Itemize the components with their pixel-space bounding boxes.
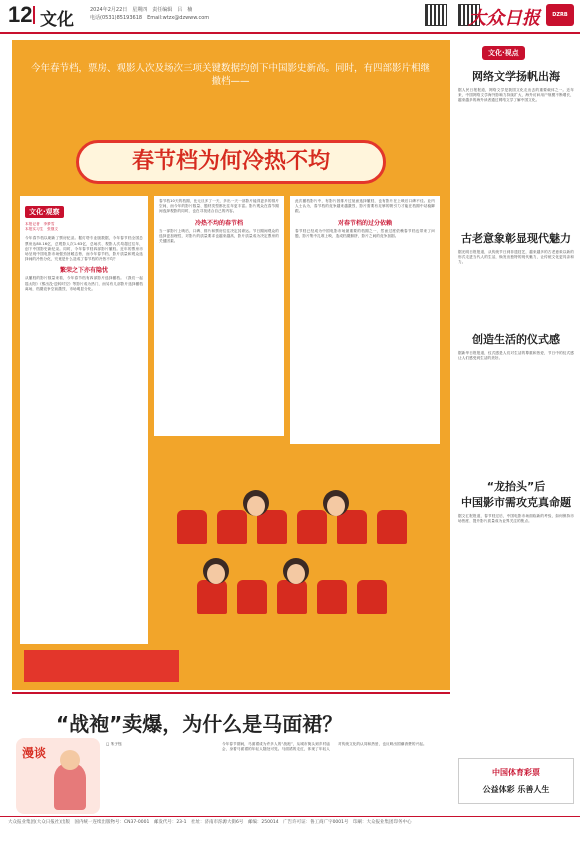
- logo-badge-icon: [546, 4, 574, 26]
- poster-intro: 今年春节档，票房、观影人次及场次三项关键数据均创下中国影史新高。同时，有四部影片相继撤档——: [30, 63, 430, 87]
- contact-info: 电话(0531)85193618 Email:wtzx@dzwww.com: [90, 15, 210, 21]
- subheading: 对春节档的过分依赖: [337, 219, 392, 227]
- byline: 本报记者 李梦雪 本报实习生 张继文: [25, 222, 59, 232]
- byline: □ 朱子钰: [106, 742, 122, 746]
- page-number: 12: [8, 2, 33, 27]
- sidebar-headline: 古老意象彰显现代魅力: [461, 231, 571, 245]
- paragraph: 春节档已经成为中国电影市场最重要的档期之一，然而过度依赖春节档也带来了问题，影片集中扎堆上映，造成档期拥挤，影片之间的竞争加剧。: [295, 228, 435, 238]
- sidebar-headline: 创造生活的仪式感: [472, 333, 560, 347]
- logo-badge-text: DZRB: [552, 12, 568, 18]
- paragraph: 当一部影片上映后，口碑、排片和票房往往决定其命运。节日期间观众的选择更加理性，对影片的质量要求也越来越高，影片质量成为决定票房的关键因素。: [159, 228, 279, 244]
- sidebar-paragraph: 据新华日报报道，仪式感是人们对生活的尊重和热爱，节日中的仪式感让人们感受到生活的美好。: [458, 351, 574, 361]
- article-column: [20, 196, 148, 644]
- sidebar-headline: “龙抬头”后 中国影市需攻克真命题: [461, 479, 571, 509]
- sidebar-paragraph: 据人民日报报道，网络文学是我国文化走出去的重要载体之一。近年来，中国网络文学海外影响力持续扩大，海外访问用户规模不断增长，越来越多的海外读者通过网络文学了解中国文化。: [458, 88, 574, 103]
- feature-poster: [12, 40, 450, 690]
- subheading: 繁荣之下亦有隐忧: [59, 267, 108, 275]
- poster-headline: 春节档为何冷热不均: [76, 140, 386, 184]
- lower-article: [12, 692, 450, 814]
- paragraph: 今年春节档以刷新了票房纪录。据灯塔专业版数据，今年春节档全国总票房达80.16亿，总观影人次1.63亿，总场次、观影人次均超过往年，创下中国影史新纪录。同时，今年春节档四部影片撤档。近年的票房市场呈现中国电影市场强劲回暖态势，而今年春节档，影片质量和观众选择间的冷热分化，究竟是什么造成了春节档的冷热不均？: [25, 236, 143, 262]
- divider: [33, 6, 35, 24]
- issue-date: 2024年2月22日 星期四 责任编辑 吕 楠: [90, 7, 193, 13]
- sidebar-paragraph: 据文汇报报道，春节档过后，中国电影市场面临新的考验，如何保持市场热度、提升影片质量成为业界关注的焦点。: [458, 513, 574, 523]
- sidebar: [458, 40, 574, 810]
- lottery-slogan: 公益体彩 乐善人生: [482, 785, 550, 794]
- lottery-title: 中国体育彩票: [492, 768, 540, 777]
- sidebar-headline: 网络文学扬帆出海: [472, 70, 560, 83]
- section-title: 文化: [40, 10, 74, 30]
- newspaper-logo: 大众日报: [468, 8, 540, 29]
- qr-code-icon[interactable]: [425, 4, 447, 26]
- article-title: “战袍”卖爆，为什么是马面裙？: [56, 712, 343, 736]
- paragraph: 今年春节期间，马面裙成为许多人的“战袍”，从城市街头到乡村庙会，身着马面裙的年轻人随处可见。马面裙的走红，体现了年轻人对传统文化的认同和热爱，也反映出国潮消费的兴起。: [222, 742, 427, 752]
- lottery-ad[interactable]: [458, 758, 574, 804]
- column-tag: 漫谈: [22, 746, 47, 760]
- masthead: [0, 0, 580, 34]
- masthead-meta: [90, 6, 209, 22]
- article-column: [154, 196, 284, 436]
- article-column: [290, 196, 440, 444]
- column-badge: 文化·观察: [25, 206, 64, 218]
- paragraph: 春节档10天的档期，比元旦多了一天，多出一天一部影片能得更多的排片空间，而今年的影片数量、题材类型都比往年更丰富。影片观众在春节期间选择观影的同时，也在寻找适合自己的内容。: [159, 199, 279, 214]
- paragraph: 从撤档的影片数量来看，今年春节档有四部影片选择撤档。《我们一起摇太阳》《熊出没·逆转时空》等影片成为热门，而另有几部影片选择撤档离场，档期竞争空前激烈，市场明显分化。: [25, 276, 143, 291]
- sidebar-tag: 文化·视点: [482, 46, 525, 60]
- paragraph: 此次撤档影片中，有影片因排片过低而选择撤档，也有影片在上映后口碑不佳。业内人士认为，春节档的竞争越来越激烈，影片需要有足够的吸引力才能在档期中站稳脚跟。: [295, 199, 435, 214]
- sidebar-paragraph: 据光明日报报道，从传统节日到非遗技艺，越来越多的古老意象以新的形式走进当代人的生活，焕发出独特的现代魅力，让传统文化更具亲和力。: [458, 249, 574, 265]
- footer: 大众报业集团(大众日报社)出版 国内统一连续出版物号：CN37-0001 邮发代号：23-1 社址：济南市泺源大街6号 邮编：250014 广告许可证：鲁工商广字0001号 印刷：大众报业集团印务中心: [0, 816, 580, 846]
- decorative-banner: [24, 650, 179, 682]
- subheading: 冷热不均的春节档: [194, 219, 243, 227]
- article-body: [106, 742, 446, 752]
- illustration-image: [16, 738, 100, 814]
- cinema-illustration: [157, 450, 442, 680]
